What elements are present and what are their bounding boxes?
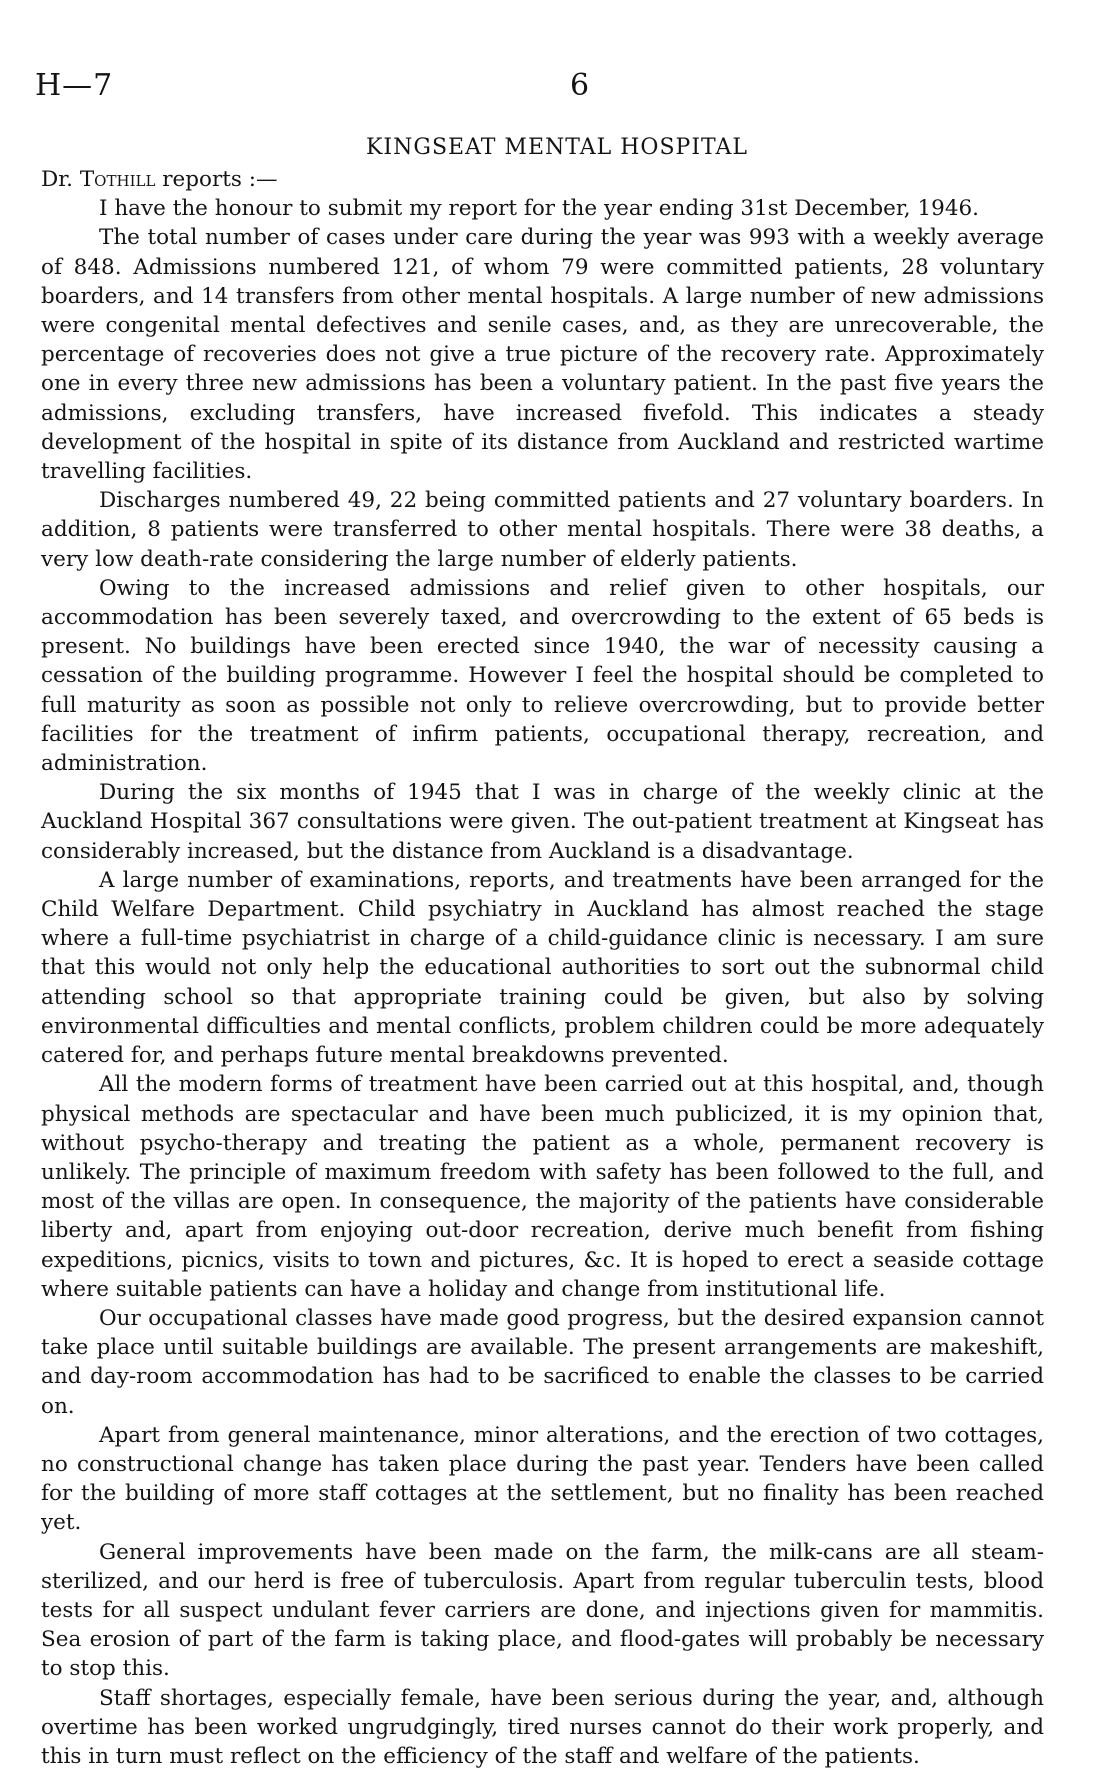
paragraph: All the modern forms of treatment have been carried out at this hospital, and, though physical methods are spectacular and have been much publicized, it is my opinion that, without psycho-therapy and treating the patient as a whole, permanent recovery is unlikely. The principle of maximum freedom with safety has been followed to the full, and most of the villas are open. In consequence, the majority of the patients have considerable liberty and, apart from enjoying out-door recreation, derive much benefit from fishing expeditions, picnics, visits to town and pictures, &c. It is hoped to erect a seaside cottage where suitable patients can have a holiday and change from institutional life.	[41, 1072, 1044, 1302]
document-reference: H—7	[35, 68, 114, 103]
section-title: KINGSEAT MENTAL HOSPITAL	[366, 135, 748, 160]
reporter-name: Tothill	[79, 167, 156, 192]
paragraph: Staff shortages, especially female, have been serious during the year, and, although overtime has been worked ungrudgingly, tired nurses cannot do their work properly, and this in turn must reflect on the efficiency of the staff and welfare of the patients.	[41, 1685, 1044, 1769]
page-number: 6	[570, 68, 590, 103]
report-body	[41, 165, 1044, 1771]
paragraph: General improvements have been made on the farm, the milk-cans are all steam-sterilized, and our herd is free of tuberculosis. Apart from regular tuberculin tests, blood tests for all suspect undulant fever carriers are done, and injections given for mammitis. Sea erosion of part of the farm is taking place, and flood-gates will probably be necessary to stop this.	[41, 1539, 1044, 1682]
reports-suffix: reports :—	[162, 167, 278, 192]
paragraph: During the six months of 1945 that I was in charge of the weekly clinic at the Auckland Hospital 367 consultations were given. The out-patient treatment at Kingseat has considerably increased, but the distance from Auckland is a disadvantage.	[41, 780, 1044, 864]
paragraph: A large number of examinations, reports, and treatments have been arranged for the Child Welfare Department. Child psychiatry in Auckland has almost reached the stage where a full-time psychiatrist in charge of a child-guidance clinic is necessary. I am sure that this would not only help the educational authorities to sort out the subnormal child attending school so that appropriate training could be given, but also by solving environmental difficulties and mental conflicts, problem children could be more adequately catered for, and perhaps future mental breakdowns prevented.	[41, 867, 1044, 1069]
page-header	[35, 68, 1075, 108]
paragraph: The total number of cases under care during the year was 993 with a weekly average of 848. Admissions numbered 121, of whom 79 were committed patients, 28 voluntary boarders, and 14 transfers from other mental hospitals. A large number of new admissions were congenital mental defectives and senile cases, and, as they are unrecoverable, the percentage of recoveries does not give a true picture of the recovery rate. Approximately one in every three new admissions has been a voluntary patient. In the past five years the admissions, excluding transfers, have increased fivefold. This indicates a steady development of the hospital in spite of its distance from Auckland and restricted wartime travelling facilities.	[41, 225, 1044, 485]
reports-line	[41, 165, 1044, 194]
reports-prefix: Dr.	[41, 167, 73, 192]
paragraph: Apart from general maintenance, minor alterations, and the erection of two cottages, no constructional change has taken place during the past year. Tenders have been called for the building of more staff cottages at the settlement, but no finality has been reached yet.	[41, 1422, 1044, 1536]
paragraph: Discharges numbered 49, 22 being committed patients and 27 voluntary boarders. In addition, 8 patients were transferred to other mental hospitals. There were 38 deaths, a very low death-rate considering the large number of elderly patients.	[41, 488, 1044, 572]
paragraph: Our occupational classes have made good progress, but the desired expansion cannot take place until suitable buildings are available. The present arrangements are makeshift, and day-room accommodation has had to be sacrificed to enable the classes to be carried on.	[41, 1305, 1044, 1419]
paragraph: I have the honour to submit my report for the year ending 31st December, 1946.	[99, 196, 980, 222]
paragraph: Owing to the increased admissions and relief given to other hospitals, our accommodation has been severely taxed, and overcrowding to the extent of 65 beds is present. No buildings have been erected since 1940, the war of necessity causing a cessation of the building programme. However I feel the hospital should be completed to full maturity as soon as possible not only to relieve overcrowding, but to provide better facilities for the treatment of infirm patients, occupational therapy, recreation, and administration.	[41, 575, 1044, 777]
